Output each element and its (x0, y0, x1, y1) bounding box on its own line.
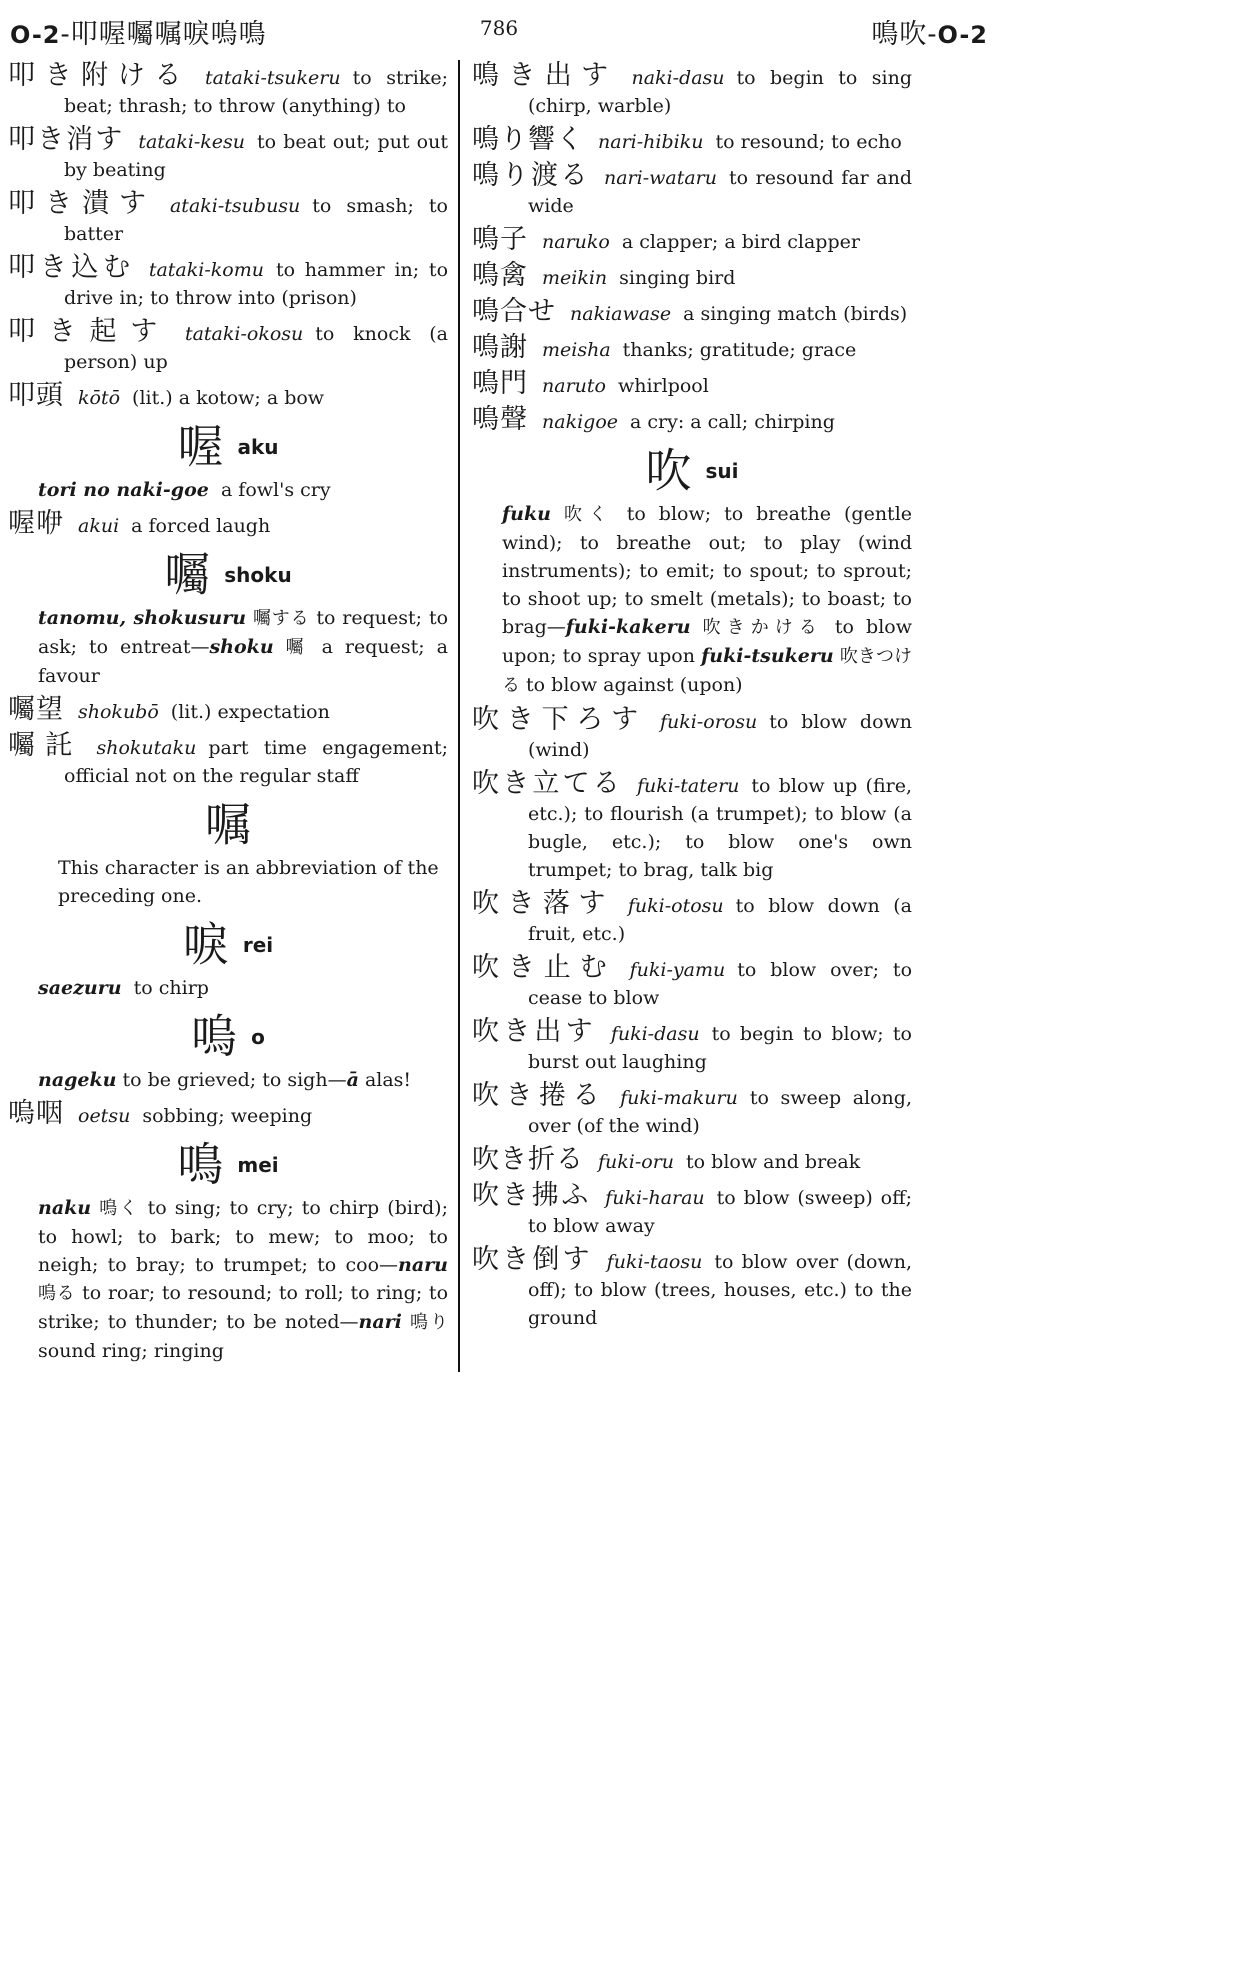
entry-headword: 囑託 (8, 730, 83, 761)
section-heading-aku (8, 418, 448, 474)
dictionary-entry (472, 890, 912, 948)
dictionary-entry (472, 406, 912, 436)
entry-headword: 吹き拂ふ (472, 1180, 592, 1211)
entry-definition: to hammer in; to drive in; to throw into (prison) (64, 259, 449, 309)
section-definition (472, 500, 912, 700)
dictionary-entry (472, 62, 912, 120)
dictionary-entry (8, 510, 448, 540)
dictionary-entry (472, 162, 912, 220)
entry-definition: (lit.) a kotow; a bow (132, 387, 325, 409)
romaji: shoku (209, 636, 274, 658)
inline-japanese: 吹く (563, 504, 614, 525)
page-number: 786 (479, 16, 519, 40)
section-code-left: O-2 (10, 21, 61, 49)
main-definition: to be grieved; to sigh— (122, 1069, 347, 1091)
entry-headword: 鳴り渡る (472, 160, 590, 191)
entry-headword: 吹き出す (472, 1016, 597, 1047)
entry-definition: to blow up (fire, etc.); to flourish (a trumpet); to blow (a bugle, etc.); to blow one's own trumpet; to brag, talk big (528, 775, 912, 881)
dictionary-entry (472, 954, 912, 1012)
definition-text: sound ring; ringing (38, 1340, 224, 1362)
section-reading: o (251, 1024, 265, 1049)
section-kanji: 吹 (645, 443, 692, 498)
section-kanji: 嗚 (191, 1009, 238, 1064)
section-definition (8, 1066, 448, 1094)
entry-romaji: fuki-taosu (606, 1251, 703, 1273)
header-left-characters: -叩喔囑嘱唳嗚鳴 (60, 19, 267, 50)
entry-definition: whirlpool (617, 375, 709, 397)
entry-romaji: tataki-tsukeru (204, 67, 341, 89)
inline-japanese: 吹きつける (502, 646, 913, 696)
entry-headword: 鳴合せ (472, 296, 556, 327)
right-entries-group-2 (472, 706, 912, 1332)
inline-japanese: 鳴り (409, 1312, 449, 1333)
section-code-right: O-2 (937, 21, 988, 49)
entry-headword: 吹き倒す (472, 1244, 593, 1275)
main-definition: to chirp (133, 977, 209, 999)
entry-headword: 喔咿 (8, 508, 64, 539)
entry-definition: to beat out; put out by beating (64, 131, 448, 181)
left-entries-group-3 (8, 696, 448, 790)
entry-definition: sobbing; weeping (142, 1105, 313, 1127)
entry-definition: singing bird (619, 267, 736, 289)
column-divider (458, 60, 460, 1372)
main-definition: a fowl's cry (220, 479, 331, 501)
dictionary-entry (8, 190, 448, 248)
entry-definition: to blow (sweep) off; to blow away (528, 1187, 913, 1237)
section-reading: mei (237, 1152, 279, 1177)
section-reading: shoku (224, 562, 292, 587)
section-reading: rei (242, 932, 274, 957)
entry-definition: to strike; beat; thrash; to throw (anything) to (64, 67, 448, 117)
entry-romaji: nakiawase (570, 303, 672, 325)
section-kanji: 囑 (164, 547, 211, 602)
entry-headword: 吹き立てる (472, 768, 623, 799)
entry-definition: to blow over; to cease to blow (528, 959, 913, 1009)
section-heading-sui (472, 442, 912, 498)
abbreviation-note: This character is an abbreviation of the preceding one. (58, 857, 439, 907)
entry-definition: part time engagement; official not on the regular staff (64, 737, 448, 787)
entry-headword: 鳴禽 (472, 260, 528, 291)
entry-definition: to resound far and wide (528, 167, 913, 217)
inline-japanese: 囑 (285, 637, 310, 658)
dictionary-entry (8, 382, 448, 412)
left-column (8, 62, 448, 1371)
main-romaji: tori no naki-goe (38, 479, 209, 501)
entry-headword: 叩頭 (8, 380, 64, 411)
entry-romaji: nari-wataru (603, 167, 718, 189)
entry-definition: to sweep along, over (of the wind) (528, 1087, 912, 1137)
entry-romaji: naruto (542, 375, 606, 397)
right-column (472, 62, 912, 1338)
romaji: naku (38, 1197, 92, 1219)
entry-romaji: tataki-okosu (184, 323, 304, 345)
section-definition (8, 476, 448, 504)
entry-romaji: nakigoe (542, 411, 618, 433)
dictionary-entry (472, 706, 912, 764)
entry-romaji: shokutaku (96, 737, 197, 759)
entry-romaji: fuki-harau (605, 1187, 705, 1209)
dictionary-entry (472, 370, 912, 400)
entry-romaji: fuki-tateru (636, 775, 740, 797)
dictionary-entry (8, 696, 448, 726)
alas-romaji: ā (346, 1069, 359, 1091)
definition-text: to sing; to cry; to chirp (bird); to howl; to bark; to mew; to moo; to neigh; to bray; to trumpet; to coo— (38, 1197, 448, 1276)
dictionary-entry (472, 1182, 912, 1240)
entry-headword: 嗚咽 (8, 1098, 64, 1129)
dictionary-entry (472, 334, 912, 364)
entry-romaji: tataki-kesu (138, 131, 246, 153)
dictionary-entry (472, 262, 912, 292)
entry-romaji: fuki-dasu (610, 1023, 700, 1045)
entry-romaji: naki-dasu (631, 67, 725, 89)
entry-definition: (lit.) expectation (170, 701, 330, 723)
dictionary-entry (472, 298, 912, 328)
romaji: fuku (502, 503, 551, 525)
entry-headword: 叩き消す (8, 124, 125, 155)
entry-definition: a cry: a call; chirping (630, 411, 835, 433)
definition-text: to roar; to resound; to roll; to ring; to strike; to thunder; to be noted— (38, 1282, 449, 1333)
dictionary-entry (472, 770, 912, 884)
entry-definition: to knock (a person) up (64, 323, 448, 373)
entry-romaji: meikin (542, 267, 608, 289)
entry-definition: to begin to sing (chirp, warble) (528, 67, 912, 117)
entry-headword: 吹き捲る (472, 1080, 607, 1111)
entry-headword: 吹き落す (472, 888, 614, 919)
main-romaji: saezuru (38, 977, 122, 999)
section-reading: sui (705, 458, 739, 483)
inline-japanese: 鳴く (99, 1198, 140, 1219)
entry-romaji: fuki-otosu (627, 895, 724, 917)
entry-headword: 叩き附ける (8, 60, 191, 91)
main-romaji: nageku (38, 1069, 117, 1091)
entry-headword: 鳴門 (472, 368, 528, 399)
entry-headword: 鳴き出す (472, 60, 618, 91)
entry-romaji: oetsu (78, 1105, 131, 1127)
entry-romaji: meisha (542, 339, 611, 361)
section-kanji: 唳 (182, 917, 229, 972)
dictionary-entry (8, 126, 448, 184)
dictionary-entry (472, 1018, 912, 1076)
dictionary-entry (8, 254, 448, 312)
romaji: fuki-tsukeru (701, 645, 834, 667)
dictionary-entry (472, 1246, 912, 1332)
entry-romaji: naruko (542, 231, 610, 253)
entry-headword: 鳴聲 (472, 404, 528, 435)
section-heading-o (8, 1008, 448, 1064)
entry-romaji: kōtō (78, 387, 121, 409)
section-heading-rei (8, 916, 448, 972)
main-romaji: tanomu, shokusuru (38, 607, 247, 629)
entry-definition: a singing match (birds) (683, 303, 908, 325)
entry-definition: to begin to blow; to burst out laughing (528, 1023, 912, 1073)
section-heading-shoku (8, 546, 448, 602)
dictionary-entry (472, 226, 912, 256)
definition-text: to request; to ask; to entreat— (38, 607, 449, 658)
entry-romaji: akui (78, 515, 120, 537)
entry-romaji: fuki-yamu (629, 959, 726, 981)
left-entries-group-4 (8, 1100, 448, 1130)
romaji: naru (398, 1254, 448, 1276)
entry-definition: a forced laugh (131, 515, 271, 537)
header-right-characters: 鳴吹- (871, 19, 938, 50)
inline-japanese: 鳴る (38, 1283, 76, 1304)
entry-headword: 叩き潰す (8, 188, 156, 219)
entry-romaji: fuki-makuru (620, 1087, 738, 1109)
dictionary-entry (8, 318, 448, 376)
entry-romaji: fuki-orosu (659, 711, 758, 733)
entry-headword: 吹き下ろす (472, 704, 646, 735)
inline-japanese: 囑する (252, 608, 310, 629)
dictionary-entry (472, 126, 912, 156)
dictionary-entry (8, 1100, 448, 1130)
page-header (10, 8, 988, 50)
entry-headword: 叩き起す (8, 316, 171, 347)
entry-headword: 囑望 (8, 694, 64, 725)
entry-definition: to blow down (a fruit, etc.) (528, 895, 913, 945)
entry-romaji: shokubō (78, 701, 159, 723)
section-kanji: 喔 (177, 419, 224, 474)
entry-definition: to blow and break (686, 1151, 861, 1173)
section-reading: aku (237, 434, 279, 459)
entry-romaji: tataki-komu (148, 259, 264, 281)
section-kanji: 鳴 (177, 1137, 224, 1192)
left-entries-group-1 (8, 62, 448, 412)
dictionary-entry (472, 1082, 912, 1140)
entry-romaji: ataki-tsubusu (169, 195, 301, 217)
section-heading-abbreviation (8, 796, 448, 852)
dictionary-entry (8, 732, 448, 790)
section-heading-mei (8, 1136, 448, 1192)
entry-definition: to resound; to echo (715, 131, 902, 153)
entry-definition: to smash; to batter (64, 195, 448, 245)
entry-definition: to blow over (down, off); to blow (trees, houses, etc.) to the ground (528, 1251, 913, 1329)
entry-headword: 鳴謝 (472, 332, 528, 363)
definition-text: to blow against (upon) (526, 674, 743, 696)
entry-headword: 吹き止む (472, 952, 616, 983)
entry-headword: 吹き折る (472, 1144, 584, 1175)
entry-headword: 叩き込む (8, 252, 135, 283)
left-entries-group-2 (8, 510, 448, 540)
section-definition (8, 974, 448, 1002)
dictionary-entry (472, 1146, 912, 1176)
definition-text: to blow; to breathe (gentle wind); to breathe out; to play (wind instruments); to emit; to spout; to sprout; to shoot up; to smelt (metals); to boast; to brag— (502, 503, 913, 638)
entry-headword: 鳴り響く (472, 124, 584, 155)
entry-definition: a clapper; a bird clapper (621, 231, 860, 253)
section-kanji: 嘱 (205, 797, 251, 852)
dictionary-entry (8, 62, 448, 120)
section-definition (8, 1194, 448, 1365)
entry-romaji: nari-hibiku (598, 131, 704, 153)
section-definition (8, 604, 448, 690)
entry-definition: to blow down (wind) (528, 711, 913, 761)
right-entries-group-1 (472, 62, 912, 436)
inline-japanese: 吹きかける (702, 617, 823, 638)
entry-romaji: fuki-oru (598, 1151, 675, 1173)
romaji: nari (358, 1311, 402, 1333)
definition-text: a request; a favour (38, 636, 448, 687)
header-right (871, 12, 988, 51)
entry-headword: 鳴子 (472, 224, 528, 255)
definition-text: to blow upon; to spray upon (502, 616, 912, 667)
alas-text: alas! (364, 1069, 412, 1091)
romaji: fuki-kakeru (565, 616, 691, 638)
entry-definition: thanks; gratitude; grace (622, 339, 857, 361)
